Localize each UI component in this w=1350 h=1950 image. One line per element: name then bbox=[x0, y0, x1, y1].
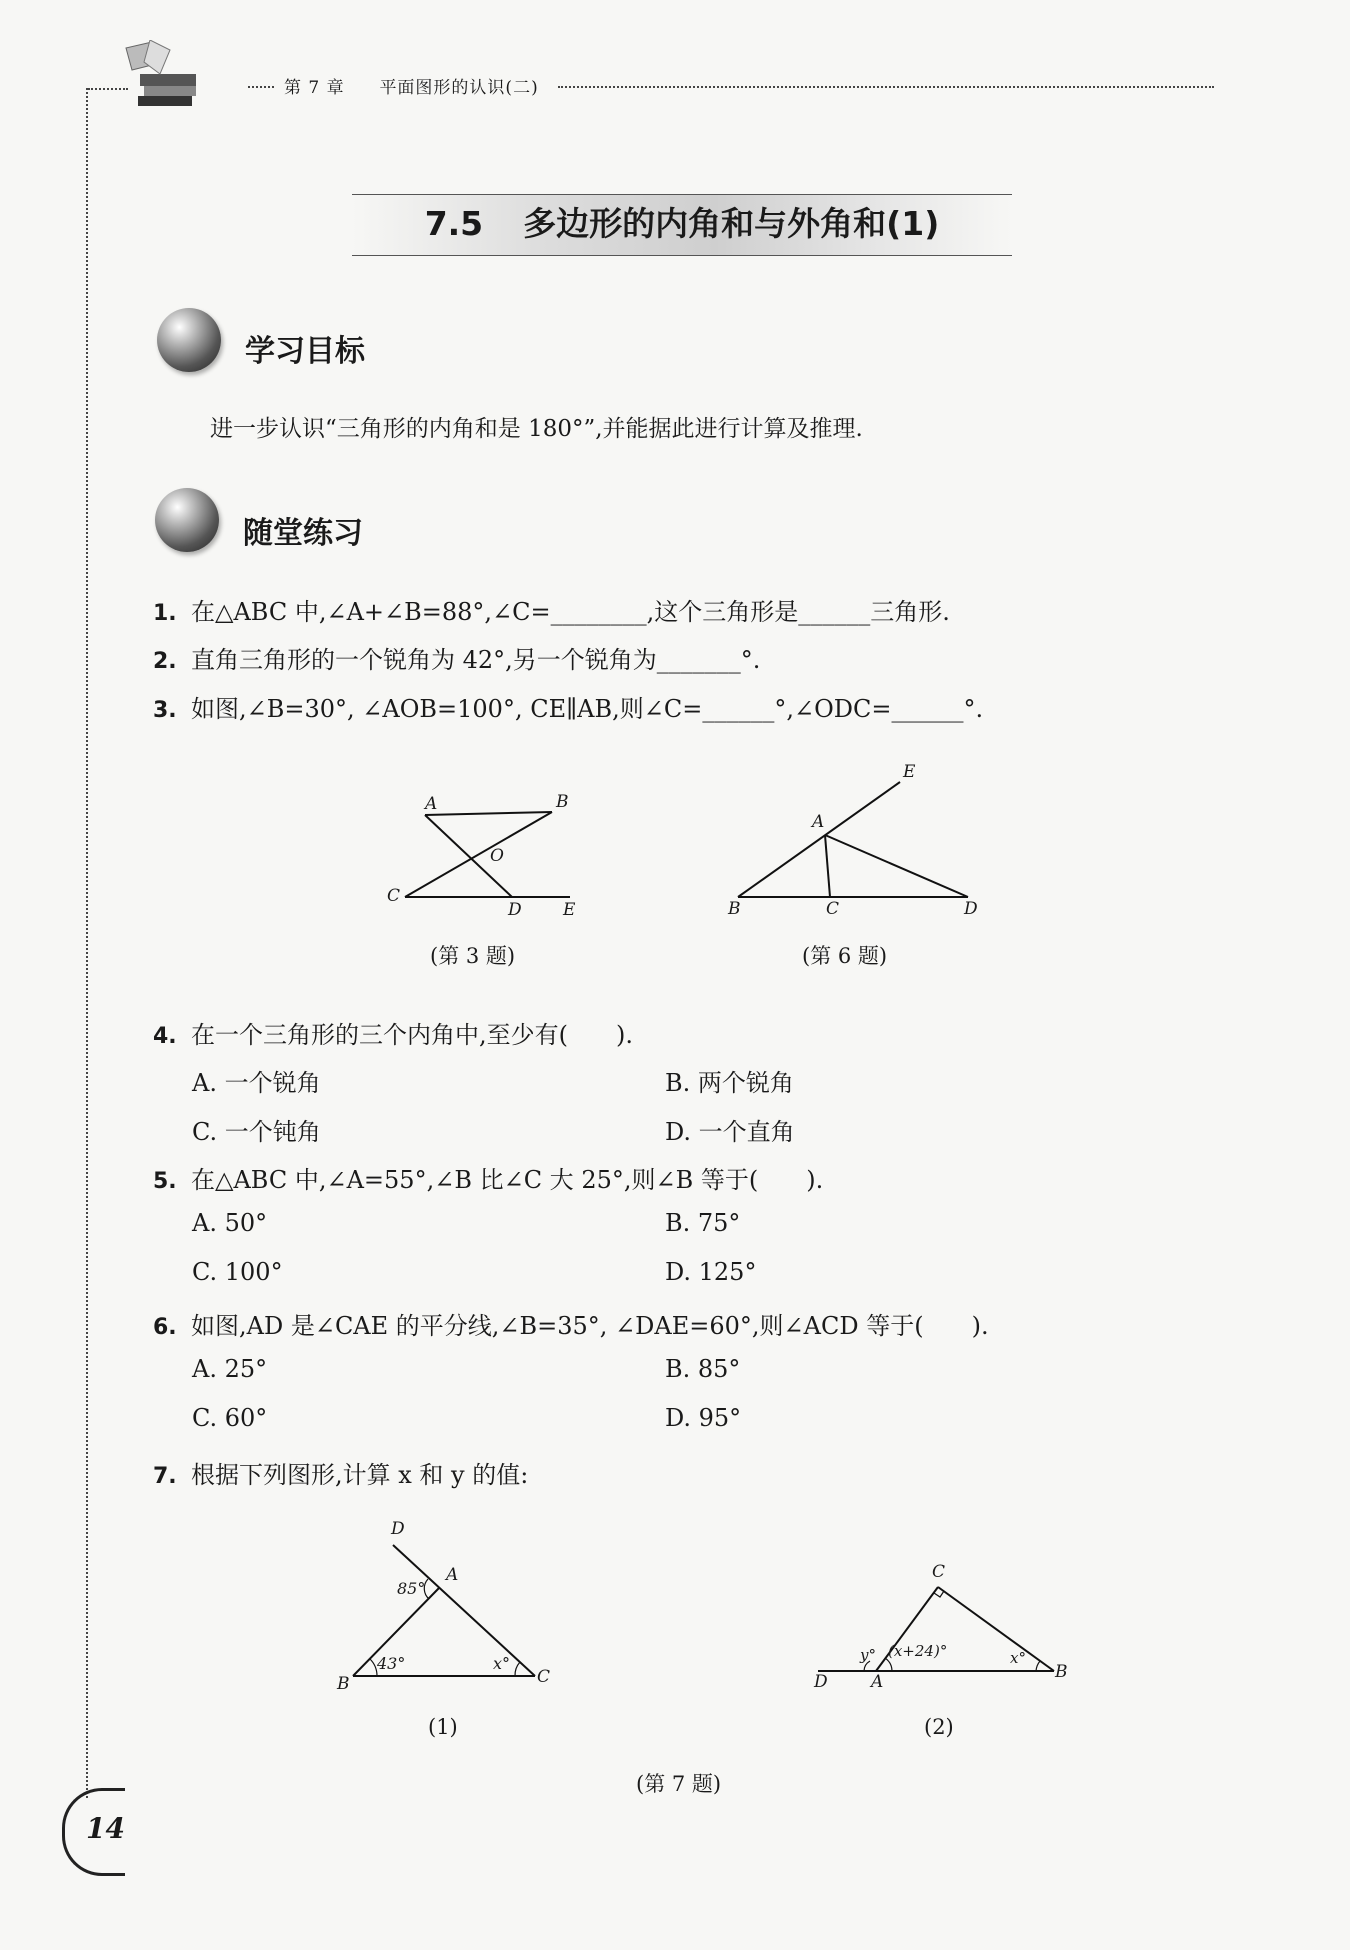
question-number: 7. bbox=[153, 1464, 177, 1489]
option-c[interactable]: C. 一个钝角 bbox=[192, 1118, 321, 1146]
figure-q3-caption: (第 3 题) bbox=[430, 944, 516, 968]
section-number: 7.5 bbox=[424, 204, 484, 243]
globe-icon bbox=[155, 488, 219, 552]
option-a[interactable]: A. 25° bbox=[192, 1355, 268, 1383]
question-number: 3. bbox=[153, 698, 177, 723]
question-6 bbox=[153, 1306, 989, 1341]
question-number: 1. bbox=[153, 601, 177, 626]
option-b[interactable]: B. 85° bbox=[665, 1355, 741, 1383]
label-A: A bbox=[871, 1672, 884, 1692]
option-d[interactable]: D. 125° bbox=[665, 1258, 757, 1286]
label-A: A bbox=[446, 1565, 459, 1585]
header-dotted-line-short bbox=[248, 86, 274, 88]
option-c[interactable]: C. 60° bbox=[192, 1404, 268, 1432]
label-A: A bbox=[812, 812, 825, 832]
margin-dotted-line bbox=[86, 88, 88, 1798]
figure-q7-2-caption: (2) bbox=[924, 1715, 954, 1739]
question-2 bbox=[153, 640, 760, 675]
question-number: 6. bbox=[153, 1315, 177, 1340]
label-A: A bbox=[425, 794, 438, 814]
objectives-text: 进一步认识“三角形的内角和是 180°”,并能据此进行计算及推理. bbox=[210, 416, 863, 442]
question-number: 2. bbox=[153, 649, 177, 674]
option-a[interactable]: A. 50° bbox=[192, 1209, 268, 1237]
question-5 bbox=[153, 1160, 823, 1195]
question-text: 在△ABC 中,∠A+∠B=88°,∠C=________,这个三角形是______三角形. bbox=[191, 598, 950, 626]
question-1 bbox=[153, 592, 950, 627]
header-dotted-line-left bbox=[88, 88, 128, 90]
figure-q3 bbox=[380, 785, 590, 930]
label-D: D bbox=[814, 1672, 828, 1692]
label-E: E bbox=[903, 762, 916, 782]
label-B: B bbox=[1055, 1662, 1068, 1682]
question-4 bbox=[153, 1015, 633, 1050]
header-logo bbox=[122, 40, 202, 110]
option-b[interactable]: B. 75° bbox=[665, 1209, 741, 1237]
label-C: C bbox=[932, 1562, 946, 1582]
angle-x-plus-24: (x+24)° bbox=[888, 1642, 948, 1661]
angle-y: y° bbox=[860, 1646, 876, 1665]
figure-q7-1 bbox=[325, 1520, 565, 1695]
header-dotted-line-right bbox=[558, 86, 1214, 88]
question-number: 4. bbox=[153, 1024, 177, 1049]
header-chapter bbox=[284, 73, 539, 98]
section-title-text: 多边形的内角和与外角和(1) bbox=[523, 204, 940, 243]
label-D: D bbox=[964, 899, 978, 919]
page-number: 14 bbox=[86, 1812, 125, 1845]
label-B: B bbox=[337, 1674, 350, 1694]
question-3 bbox=[153, 689, 983, 724]
option-c[interactable]: C. 100° bbox=[192, 1258, 283, 1286]
option-b[interactable]: B. 两个锐角 bbox=[665, 1069, 794, 1097]
label-D: D bbox=[508, 900, 522, 920]
figure-q7-caption: (第 7 题) bbox=[636, 1772, 722, 1796]
label-C: C bbox=[387, 886, 401, 906]
figure-q7-1-caption: (1) bbox=[428, 1715, 458, 1739]
option-d[interactable]: D. 95° bbox=[665, 1404, 742, 1432]
angle-x: x° bbox=[1010, 1649, 1026, 1668]
question-7 bbox=[153, 1455, 528, 1490]
section-title bbox=[352, 194, 1012, 254]
label-D: D bbox=[391, 1520, 405, 1539]
label-B: B bbox=[556, 792, 569, 812]
label-E: E bbox=[563, 900, 576, 920]
angle-43: 43° bbox=[377, 1654, 406, 1673]
chapter-title: 平面图形的认识(二) bbox=[379, 78, 539, 98]
question-text: 根据下列图形,计算 x 和 y 的值: bbox=[191, 1461, 529, 1489]
option-a[interactable]: A. 一个锐角 bbox=[192, 1069, 321, 1097]
objectives-heading: 学习目标 bbox=[245, 334, 365, 369]
label-C: C bbox=[826, 899, 840, 919]
label-O: O bbox=[490, 846, 504, 866]
question-text: 在一个三角形的三个内角中,至少有( ). bbox=[191, 1021, 633, 1049]
question-number: 5. bbox=[153, 1169, 177, 1194]
question-text: 在△ABC 中,∠A=55°,∠B 比∠C 大 25°,则∠B 等于( ). bbox=[191, 1166, 824, 1194]
figure-q6 bbox=[720, 760, 990, 930]
label-C: C bbox=[537, 1667, 551, 1687]
figure-q7-2 bbox=[800, 1555, 1090, 1695]
globe-icon bbox=[157, 308, 221, 372]
figure-q6-caption: (第 6 题) bbox=[802, 944, 888, 968]
option-d[interactable]: D. 一个直角 bbox=[665, 1118, 795, 1146]
angle-85: 85° bbox=[397, 1579, 426, 1598]
question-text: 如图,AD 是∠CAE 的平分线,∠B=35°, ∠DAE=60°,则∠ACD 等于( ). bbox=[191, 1312, 989, 1340]
angle-x: x° bbox=[493, 1654, 511, 1673]
chapter-number: 第 7 章 bbox=[284, 78, 345, 98]
label-B: B bbox=[728, 899, 741, 919]
question-text: 如图,∠B=30°, ∠AOB=100°, CE∥AB,则∠C=______°,∠ODC=______°. bbox=[191, 695, 984, 723]
practice-heading: 随堂练习 bbox=[243, 516, 363, 551]
question-text: 直角三角形的一个锐角为 42°,另一个锐角为_______°. bbox=[191, 646, 761, 674]
